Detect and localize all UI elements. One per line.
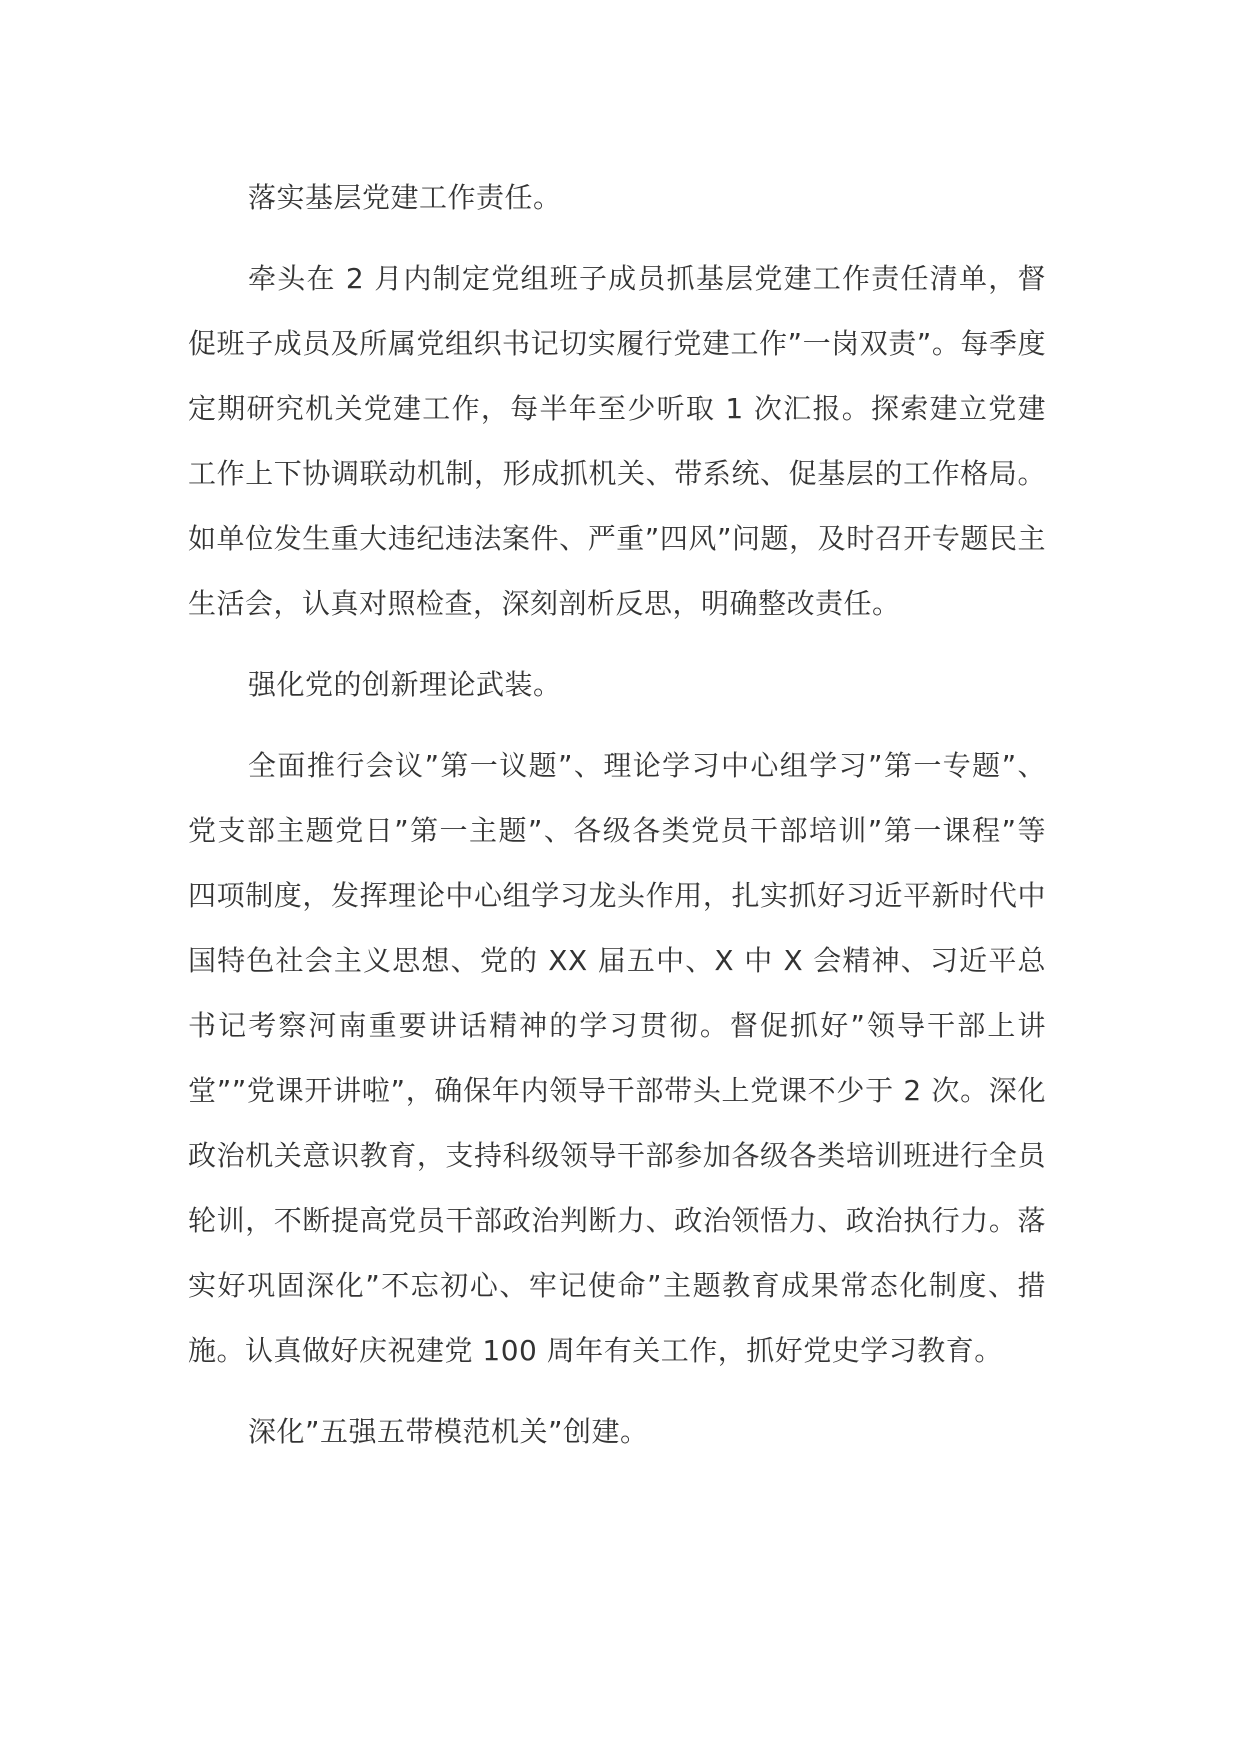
paragraph-party-building-responsibility: 牵头在 2 月内制定党组班子成员抓基层党建工作责任清单，督促班子成员及所属党组织书记切实履行党建工作”一岗双责”。每季度定期研究机关党建工作，每半年至少听取 1 次汇报。探索建立党建工作上下协调联动机制，形成抓机关、带系统、促基层的工作格局。如单位发生重大违纪违法案件、严重”四风”问题，及时召开专题民主生活会，认真对照检查，深刻剖析反思，明确整改责任。	[188, 262, 1046, 620]
section-heading-theory-armament: 强化党的创新理论武装。	[248, 668, 562, 701]
section-heading-party-building-responsibility: 落实基层党建工作责任。	[248, 181, 562, 214]
document-body	[188, 165, 1046, 1480]
paragraph-theory-armament: 全面推行会议”第一议题”、理论学习中心组学习”第一专题”、党支部主题党日”第一主题”、各级各类党员干部培训”第一课程”等四项制度，发挥理论中心组学习龙头作用，扎实抓好习近平新时代中国特色社会主义思想、党的 XX 届五中、X 中 X 会精神、习近平总书记考察河南重要讲话精神的学习贯彻。督促抓好”领导干部上讲堂””党课开讲啦”，确保年内领导干部带头上党课不少于 2 次。深化政治机关意识教育，支持科级领导干部参加各级各类培训班进行全员轮训，不断提高党员干部政治判断力、政治领悟力、政治执行力。落实好巩固深化”不忘初心、牢记使命”主题教育成果常态化制度、措施。认真做好庆祝建党 100 周年有关工作，抓好党史学习教育。	[188, 749, 1046, 1367]
section-heading-model-organ-creation: 深化”五强五带模范机关”创建。	[248, 1415, 649, 1448]
